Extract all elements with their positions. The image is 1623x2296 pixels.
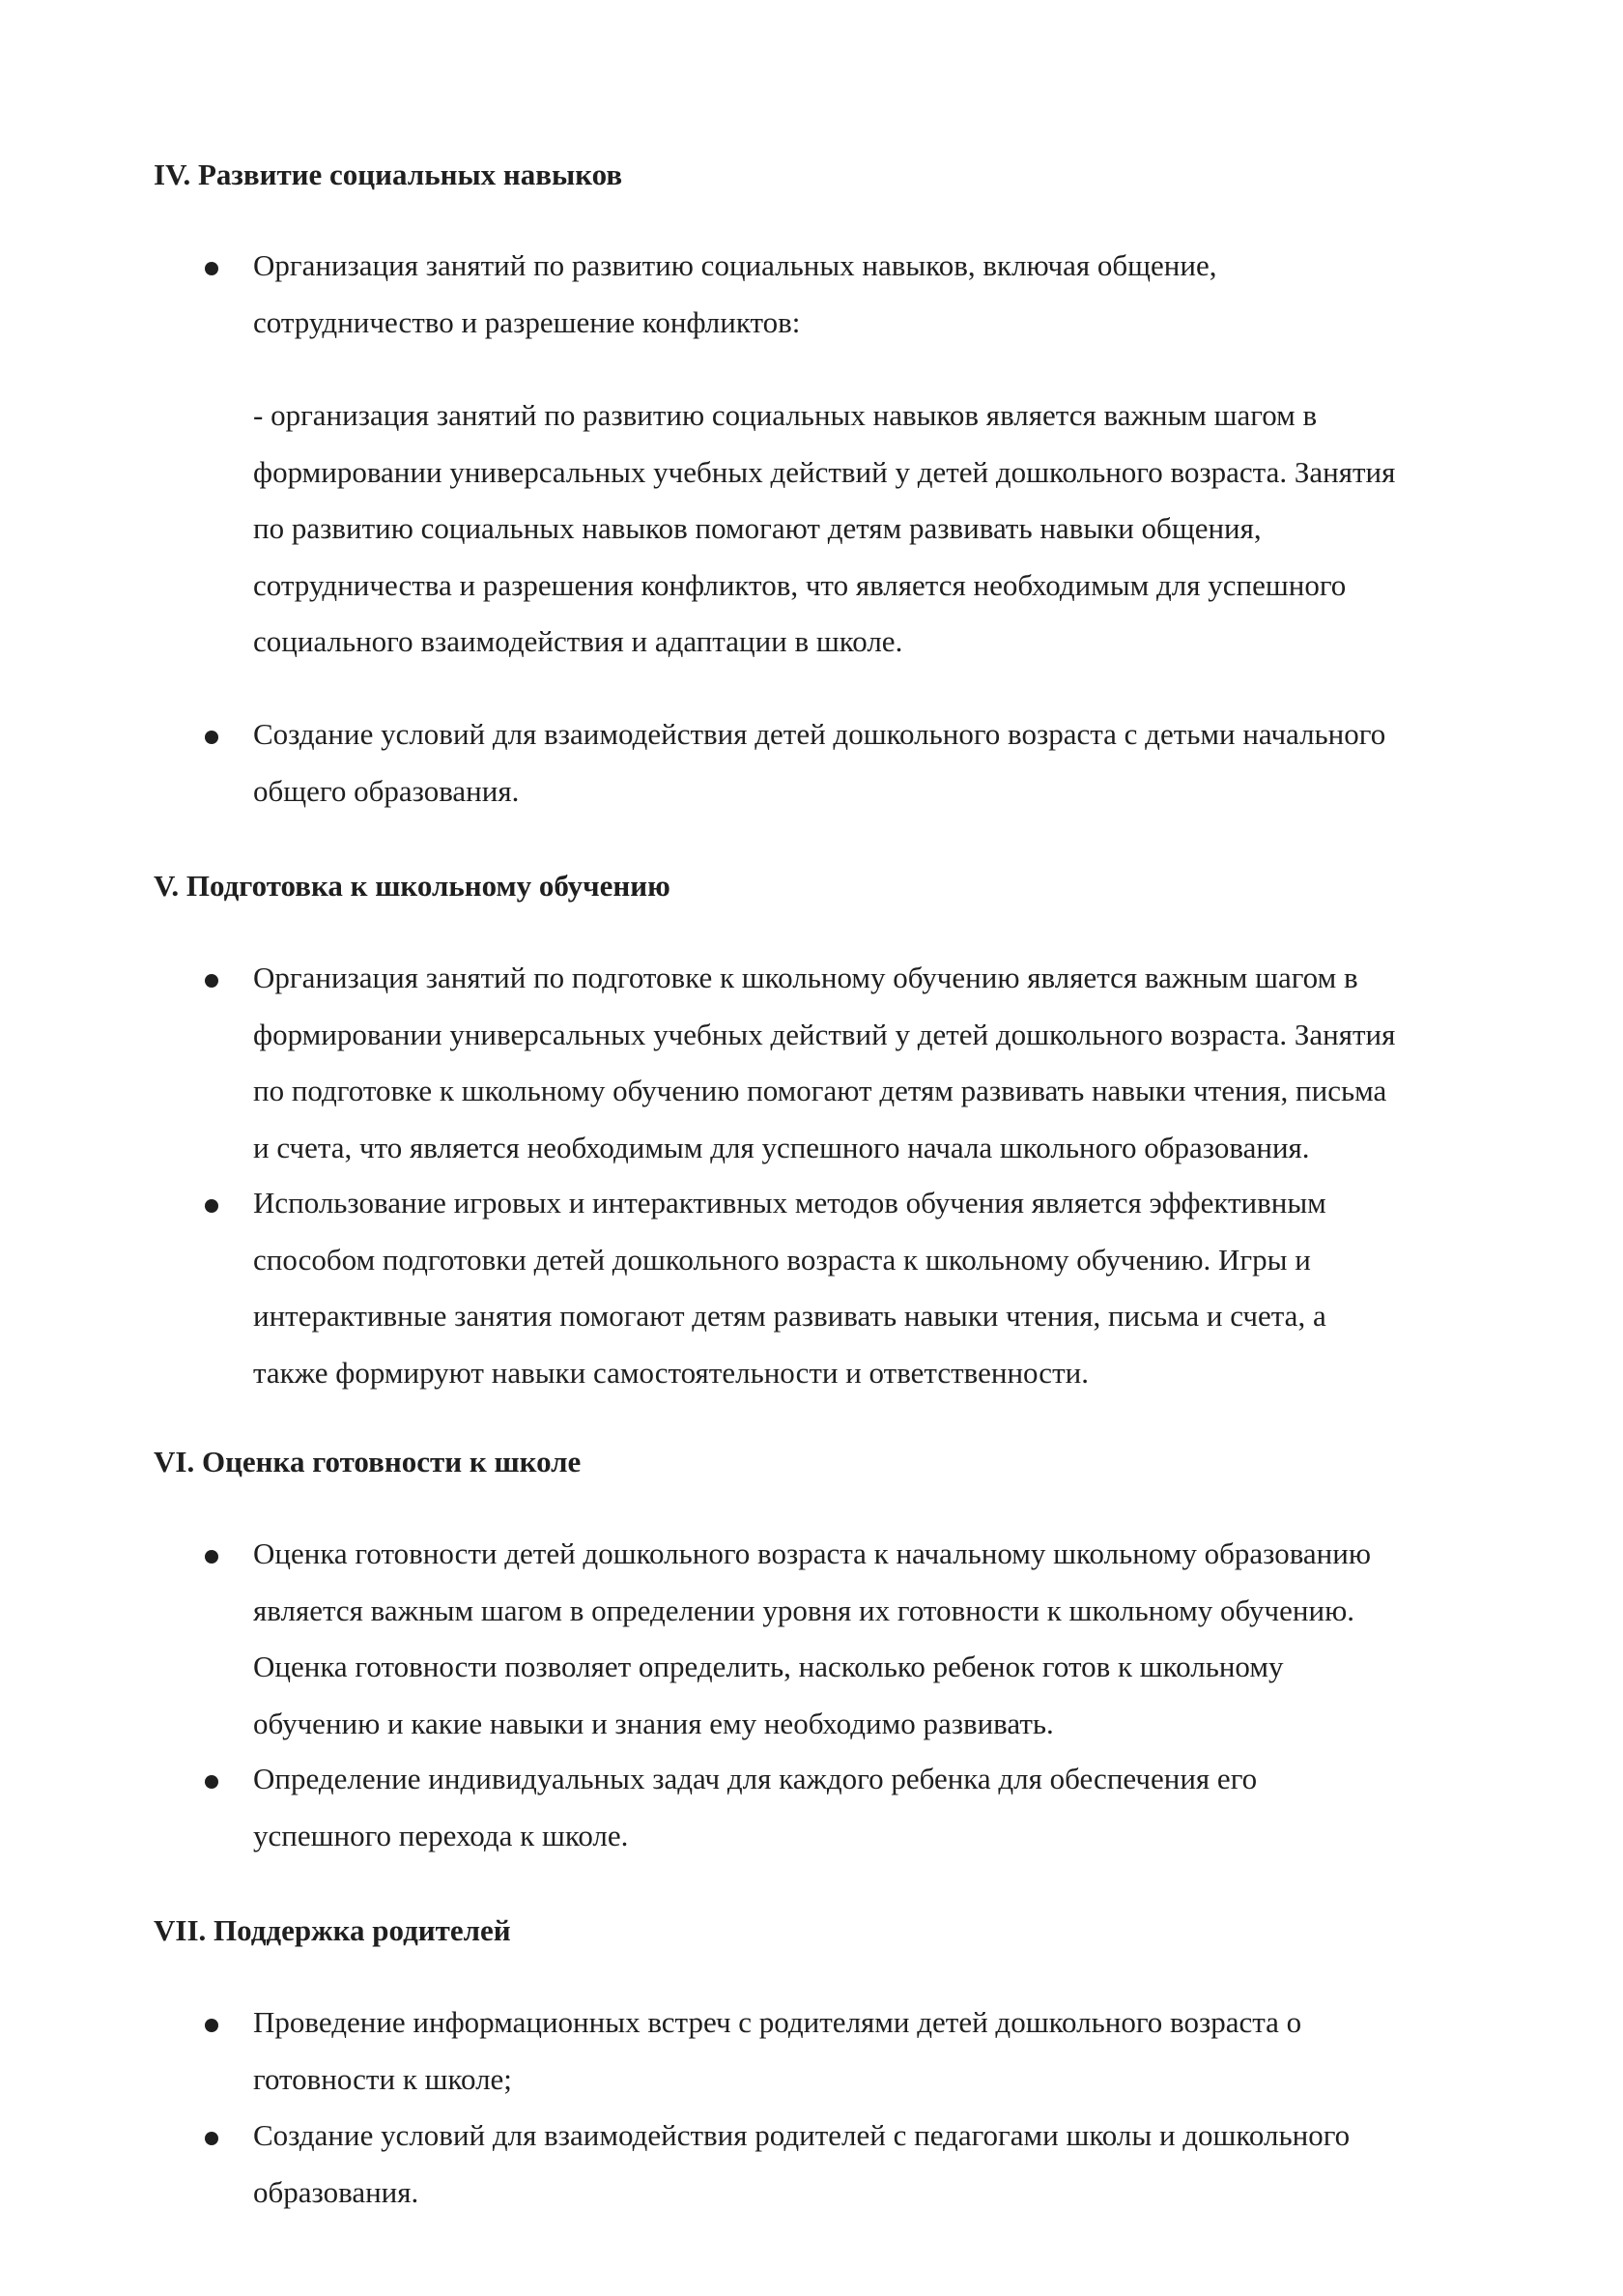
section-heading-vii: VII. Поддержка родителей: [154, 1913, 511, 1947]
text-line: социального взаимодействия и адаптации в школе.: [253, 624, 903, 658]
list-item: [253, 950, 1509, 1176]
section-heading-vi: VI. Оценка готовности к школе: [154, 1445, 582, 1478]
list-item: [253, 2108, 1509, 2221]
text-line: обучению и какие навыки и знания ему необходимо развивать.: [253, 1706, 1054, 1740]
section-heading-v: V. Подготовка к школьному обучению: [154, 869, 670, 903]
text-line: - организация занятий по развитию социальных навыков является важным шагом в: [253, 398, 1318, 432]
text-line: общего образования.: [253, 773, 520, 808]
list-item: [253, 1175, 1509, 1401]
bullet-icon: [205, 1199, 218, 1213]
list-item: [253, 1995, 1509, 2108]
text-line: формировании универсальных учебных действий у детей дошкольного возраста. Занятия: [253, 454, 1396, 489]
text-line: успешного перехода к школе.: [253, 1818, 629, 1852]
text-line: Оценка готовности детей дошкольного возраста к начальному школьному образованию: [253, 1536, 1372, 1570]
list-item-subparagraph: [253, 387, 1509, 671]
text-line: интерактивные занятия помогают детям развивать навыки чтения, письма и счета, а: [253, 1299, 1326, 1333]
text-line: Организация занятий по развитию социальных навыков, включая общение,: [253, 248, 1217, 282]
text-line: способом подготовки детей дошкольного возраста к школьному обучению. Игры и: [253, 1242, 1311, 1277]
bullet-icon: [205, 731, 218, 744]
text-line: Организация занятий по подготовке к школьному обучению является важным шагом в: [253, 961, 1358, 994]
bullet-icon: [205, 262, 218, 275]
text-line: Оценка готовности позволяет определить, насколько ребенок готов к школьному: [253, 1650, 1284, 1683]
text-line: образования.: [253, 2174, 419, 2209]
text-line: формировании универсальных учебных действий у детей дошкольного возраста. Занятия: [253, 1017, 1396, 1051]
text-line: готовности к школе;: [253, 2061, 512, 2096]
bullet-icon: [205, 1775, 218, 1789]
text-line: также формируют навыки самостоятельности и ответственности.: [253, 1355, 1089, 1390]
section-heading-iv: IV. Развитие социальных навыков: [154, 158, 623, 191]
text-line: сотрудничество и разрешение конфликтов:: [253, 304, 801, 339]
bullet-icon: [205, 2132, 218, 2145]
text-line: Проведение информационных встреч с родителями детей дошкольного возраста о: [253, 2005, 1302, 2039]
bullet-icon: [205, 1550, 218, 1564]
list-item: [253, 706, 1509, 819]
text-line: Создание условий для взаимодействия родителей с педагогами школы и дошкольного: [253, 2118, 1351, 2152]
text-line: и счета, что является необходимым для успешного начала школьного образования.: [253, 1130, 1310, 1164]
text-line: Определение индивидуальных задач для каждого ребенка для обеспечения его: [253, 1762, 1258, 1795]
list-item: [253, 238, 1509, 351]
text-line: сотрудничества и разрешения конфликтов, что является необходимым для успешного: [253, 567, 1347, 602]
text-line: является важным шагом в определении уровня их готовности к школьному обучению.: [253, 1593, 1354, 1627]
bullet-icon: [205, 2019, 218, 2032]
bullet-icon: [205, 974, 218, 988]
list-item: [253, 1751, 1509, 1864]
list-item: [253, 1526, 1509, 1752]
text-line: Создание условий для взаимодействия детей дошкольного возраста с детьми начального: [253, 717, 1386, 751]
text-line: Использование игровых и интерактивных методов обучения является эффективным: [253, 1186, 1326, 1220]
text-line: по развитию социальных навыков помогают детям развивать навыки общения,: [253, 511, 1262, 545]
text-line: по подготовке к школьному обучению помогают детям развивать навыки чтения, письма: [253, 1074, 1387, 1107]
